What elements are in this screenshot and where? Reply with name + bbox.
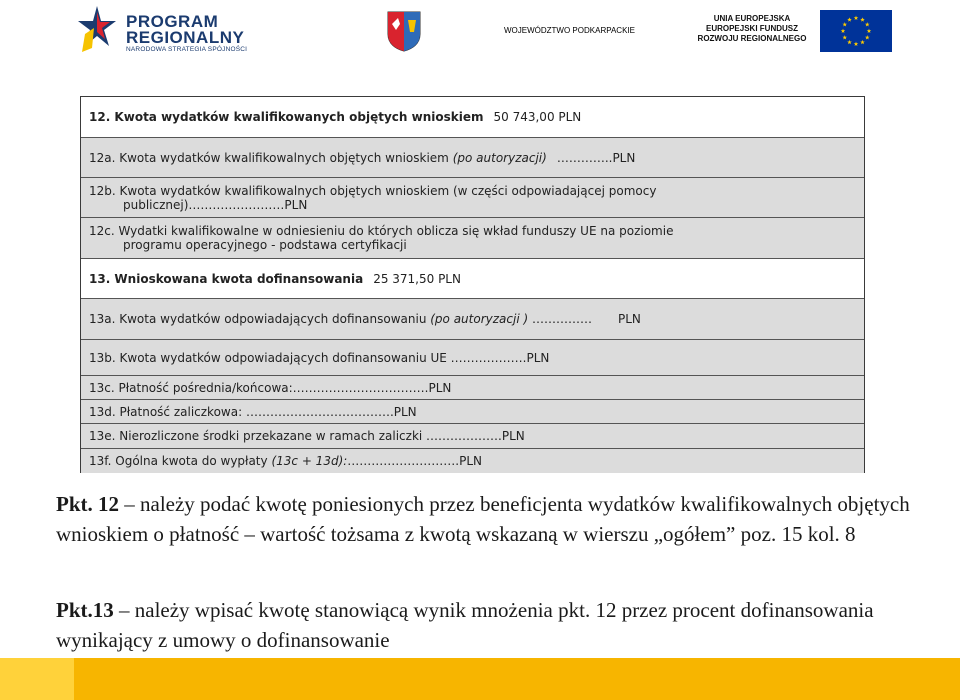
row-12b-line2: publicznej)……………………PLN [123,197,308,212]
row-13b [81,340,864,376]
program-star-icon [76,4,118,54]
row-13 [81,259,864,299]
explanation-pkt12 [56,489,936,549]
row-12-value: 50 743,00 PLN [493,110,582,124]
row-13-value: 25 371,50 PLN [373,271,461,286]
pkt12-body: – należy podać kwotę poniesionych przez beneficjenta wydatków kwalifikowalnych objętych wnioskiem o płatność – wartość tożsama z kwotą wskazaną w wierszu „ogółem” poz. 15 kol. 8 [56,492,910,546]
pkt13-heading: Pkt.13 [56,598,114,622]
row-13c [81,376,864,400]
pkt12-heading: Pkt. 12 [56,492,119,516]
row-12-label: 12. Kwota wydatków kwalifikowanych objętych wnioskiem [89,110,484,124]
program-subtitle: NARODOWA STRATEGIA SPÓJNOŚCI [126,46,248,53]
row-13c-label: 13c. Płatność pośrednia/końcowa:…………………………….PLN [89,380,452,395]
program-regionalny-logo [76,4,276,56]
row-13a-dots: …………… [532,312,592,326]
form-excerpt [80,96,865,473]
row-13f [81,449,864,473]
ue-label [690,14,814,44]
ue-label-line2: EUROPEJSKI FUNDUSZ [705,24,798,33]
row-13a [81,299,864,340]
row-13d-label: 13d. Płatność zaliczkowa: ……………………………….PLN [89,404,417,419]
row-12c [81,218,864,259]
program-title-line1: PROGRAM [126,12,219,31]
row-13e [81,424,864,449]
explanation-pkt13 [56,595,936,655]
row-12b-line1: 12b. Kwota wydatków kwalifikowalnych objętych wnioskiem (w części odpowiadającej pomocy [89,183,657,198]
row-13d [81,400,864,424]
row-12 [81,97,864,138]
row-13f-label: 13f. Ogólna kwota do wypłaty [89,454,268,468]
row-13f-value: ……………………….PLN [347,454,483,468]
row-13e-label: 13e. Nierozliczone środki przekazane w ramach zaliczki ……………….PLN [89,429,525,443]
row-12a-value: …………..PLN [556,150,636,165]
footer-bar-accent [0,658,74,700]
row-12a-note: (po autoryzacji) [452,150,547,165]
row-12a-label: 12a. Kwota wydatków kwalifikowalnych objętych wnioskiem [89,150,449,165]
wojewodztwo-label: WOJEWÓDZTWO PODKARPACKIE [504,26,635,35]
row-12b [81,178,864,218]
row-13f-note: (13c + 13d): [271,454,348,468]
ue-label-line1: UNIA EUROPEJSKA [713,14,791,23]
row-13a-label: 13a. Kwota wydatków odpowiadających dofinansowaniu [89,312,427,326]
eu-flag-icon [820,10,892,52]
program-title-line2: REGIONALNY [126,28,245,47]
footer-bar [0,658,960,700]
coat-of-arms-icon [386,10,422,52]
row-13b-label: 13b. Kwota wydatków odpowiadających dofinansowaniu UE ……………….PLN [89,350,550,365]
pkt13-body: – należy wpisać kwotę stanowiącą wynik mnożenia pkt. 12 przez procent dofinansowania wynikający z umowy o dofinansowanie [56,598,874,652]
row-12c-line1: 12c. Wydatki kwalifikowalne w odniesieniu do których oblicza się wkład funduszy UE na poziomie [89,224,674,238]
row-13-label: 13. Wnioskowana kwota dofinansowania [89,271,364,286]
row-13a-note: (po autoryzacji ) [430,312,529,326]
ue-label-line3: ROZWOJU REGIONALNEGO [697,34,807,43]
row-12a [81,138,864,178]
row-12c-line2: programu operacyjnego - podstawa certyfikacji [123,238,407,252]
row-13a-value: PLN [618,312,641,326]
